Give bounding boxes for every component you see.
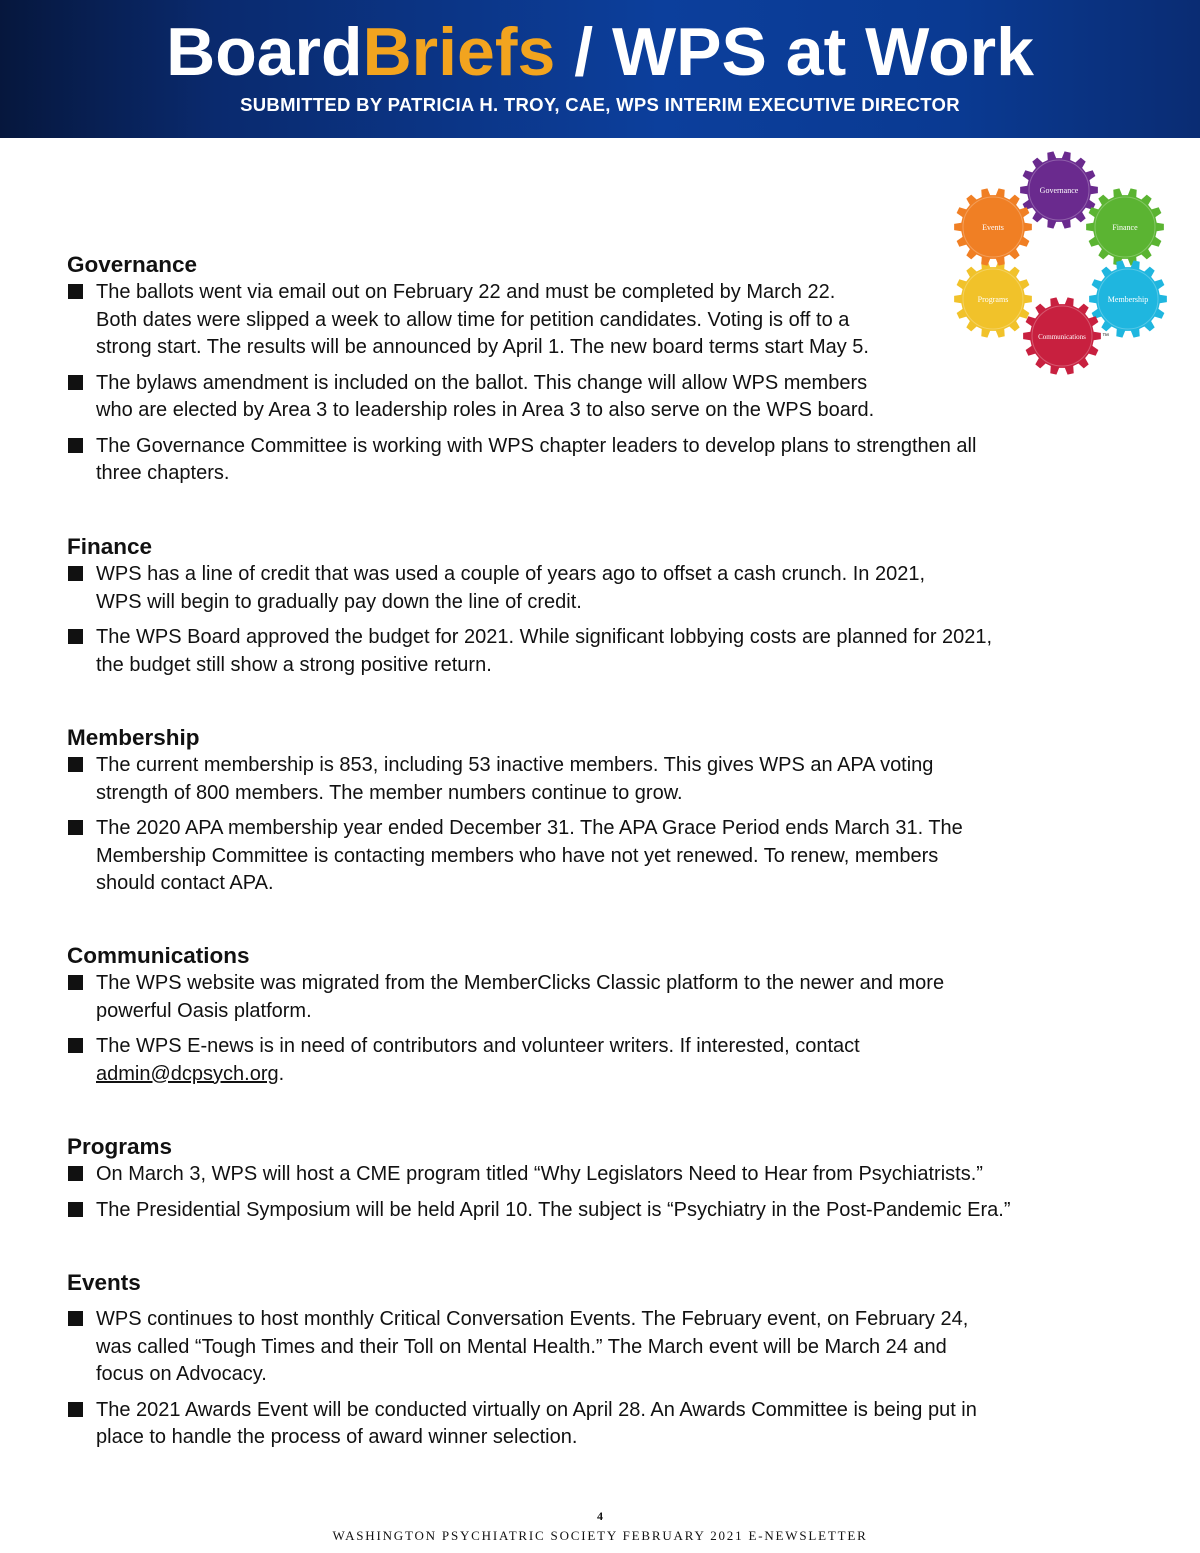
text-line: powerful Oasis platform. — [96, 999, 312, 1022]
text-line: was called “Tough Times and their Toll on Mental Health.” The March event will be March 24 and — [96, 1335, 947, 1358]
text-line: strong start. The results will be announced by April 1. The new board terms start May 5. — [96, 336, 869, 358]
publication-line: WASHINGTON PSYCHIATRIC SOCIETY FEBRUARY 2021 E-NEWSLETTER — [332, 1528, 868, 1543]
text-line: The current membership is 853, including 53 inactive members. This gives WPS an APA voting — [96, 754, 934, 776]
heading-membership: Membership — [67, 725, 200, 750]
text-line: The Governance Committee is working with WPS chapter leaders to develop plans to strengthen all — [96, 434, 977, 457]
list-item — [67, 1197, 1010, 1225]
heading-programs: Programs — [67, 1134, 173, 1159]
gears-graphic — [948, 150, 1170, 375]
bullet-square-icon — [68, 820, 83, 835]
list-item — [67, 1033, 944, 1088]
text-line: three chapters. — [96, 462, 230, 484]
text-line: WPS will begin to gradually pay down the line of credit. — [96, 590, 582, 613]
bullet-square-icon — [68, 438, 83, 453]
text-line: focus on Advocacy. — [96, 1363, 267, 1385]
text-line: should contact APA. — [96, 872, 274, 894]
title-wps-at-work: / WPS at Work — [555, 14, 1034, 90]
bullet-square-icon — [68, 1166, 83, 1181]
text-line: Membership Committee is contacting members who have not yet renewed. To renew, members — [96, 844, 939, 867]
title-board: Board — [166, 14, 363, 90]
section-communications — [67, 942, 944, 1096]
header-banner — [0, 0, 1200, 138]
text-line: The WPS Board approved the budget for 2021. While significant lobbying costs are planned for 2021, — [96, 626, 993, 648]
list-item — [67, 1397, 977, 1452]
gear-label: Governance — [1039, 186, 1079, 195]
page-subtitle: SUBMITTED BY PATRICIA H. TROY, CAE, WPS INTERIM EXECUTIVE DIRECTOR — [240, 94, 960, 115]
section-membership — [67, 724, 963, 906]
bullet-square-icon — [68, 975, 83, 990]
email-line — [96, 1061, 944, 1089]
gear-label: Communications — [1038, 333, 1086, 341]
list-item — [67, 970, 944, 1025]
list-item — [67, 815, 963, 898]
list-item — [67, 370, 976, 425]
bullet-square-icon — [68, 1311, 83, 1326]
page-number: 4 — [597, 1509, 603, 1523]
gear-label: Finance — [1112, 223, 1138, 232]
trademark-symbol: ™ — [1102, 333, 1109, 340]
heading-governance: Governance — [67, 252, 198, 277]
text-line: WPS has a line of credit that was used a couple of years ago to offset a cash crunch. In 2021, — [96, 563, 926, 585]
text-line: strength of 800 members. The member numbers continue to grow. — [96, 781, 683, 804]
title-briefs: Briefs — [362, 14, 556, 90]
section-governance — [67, 251, 976, 496]
list-item — [67, 624, 992, 679]
gear-finance-icon — [1086, 188, 1164, 265]
list-item — [67, 752, 963, 807]
heading-communications: Communications — [67, 943, 250, 968]
email-link[interactable]: admin@dcpsych.org — [96, 1062, 279, 1085]
list-item — [67, 433, 976, 488]
bullet-square-icon — [68, 566, 83, 581]
bullet-square-icon — [68, 284, 83, 299]
gear-label: Membership — [1107, 295, 1149, 304]
bullet-square-icon — [68, 1402, 83, 1417]
bullet-square-icon — [68, 629, 83, 644]
text-line: The 2021 Awards Event will be conducted virtually on April 28. An Awards Committee is being put in — [96, 1398, 977, 1421]
list-item — [67, 561, 992, 616]
text-line: On March 3, WPS will host a CME program titled “Why Legislators Need to Hear from Psychiatrists.” — [96, 1163, 983, 1185]
section-finance — [67, 533, 992, 687]
text-line: the budget still show a strong positive return. — [96, 653, 492, 676]
text-line: WPS continues to host monthly Critical Conversation Events. The February event, on February 24, — [96, 1308, 969, 1330]
gear-label: Events — [982, 223, 1004, 232]
text-line: The ballots went via email out on February 22 and must be completed by March 22. — [96, 281, 836, 303]
text-line: who are elected by Area 3 to leadership roles in Area 3 to also serve on the WPS board. — [96, 399, 875, 421]
heading-finance: Finance — [67, 534, 153, 559]
page-title — [0, 12, 1200, 92]
list-item — [67, 1161, 1010, 1189]
bullet-square-icon — [68, 757, 83, 772]
bullet-square-icon — [68, 375, 83, 390]
text-line: The 2020 APA membership year ended December 31. The APA Grace Period ends March 31. The — [96, 817, 963, 839]
text-line: The bylaws amendment is included on the ballot. This change will allow WPS members — [96, 371, 868, 394]
text-line: The Presidential Symposium will be held April 10. The subject is “Psychiatry in the Post-Pandemic Era.” — [96, 1198, 1011, 1221]
text-line: Both dates were slipped a week to allow time for petition candidates. Voting is off to a — [96, 308, 850, 331]
bullet-square-icon — [68, 1202, 83, 1217]
gear-governance-icon — [1020, 151, 1098, 228]
gear-label: Programs — [977, 295, 1009, 304]
section-programs — [67, 1133, 1010, 1232]
gear-membership-icon — [1089, 260, 1167, 337]
list-item — [67, 1306, 977, 1389]
text-line: The WPS E-news is in need of contributors and volunteer writers. If interested, contact — [96, 1035, 860, 1057]
text-line: The WPS website was migrated from the MemberClicks Classic platform to the newer and more — [96, 972, 945, 994]
gear-communications-icon — [1023, 297, 1101, 374]
section-events — [67, 1269, 977, 1460]
email-suffix: . — [278, 1062, 285, 1085]
bullet-square-icon — [68, 1038, 83, 1053]
text-line: place to handle the process of award winner selection. — [96, 1426, 578, 1448]
heading-events: Events — [67, 1270, 141, 1295]
list-item — [67, 279, 976, 362]
